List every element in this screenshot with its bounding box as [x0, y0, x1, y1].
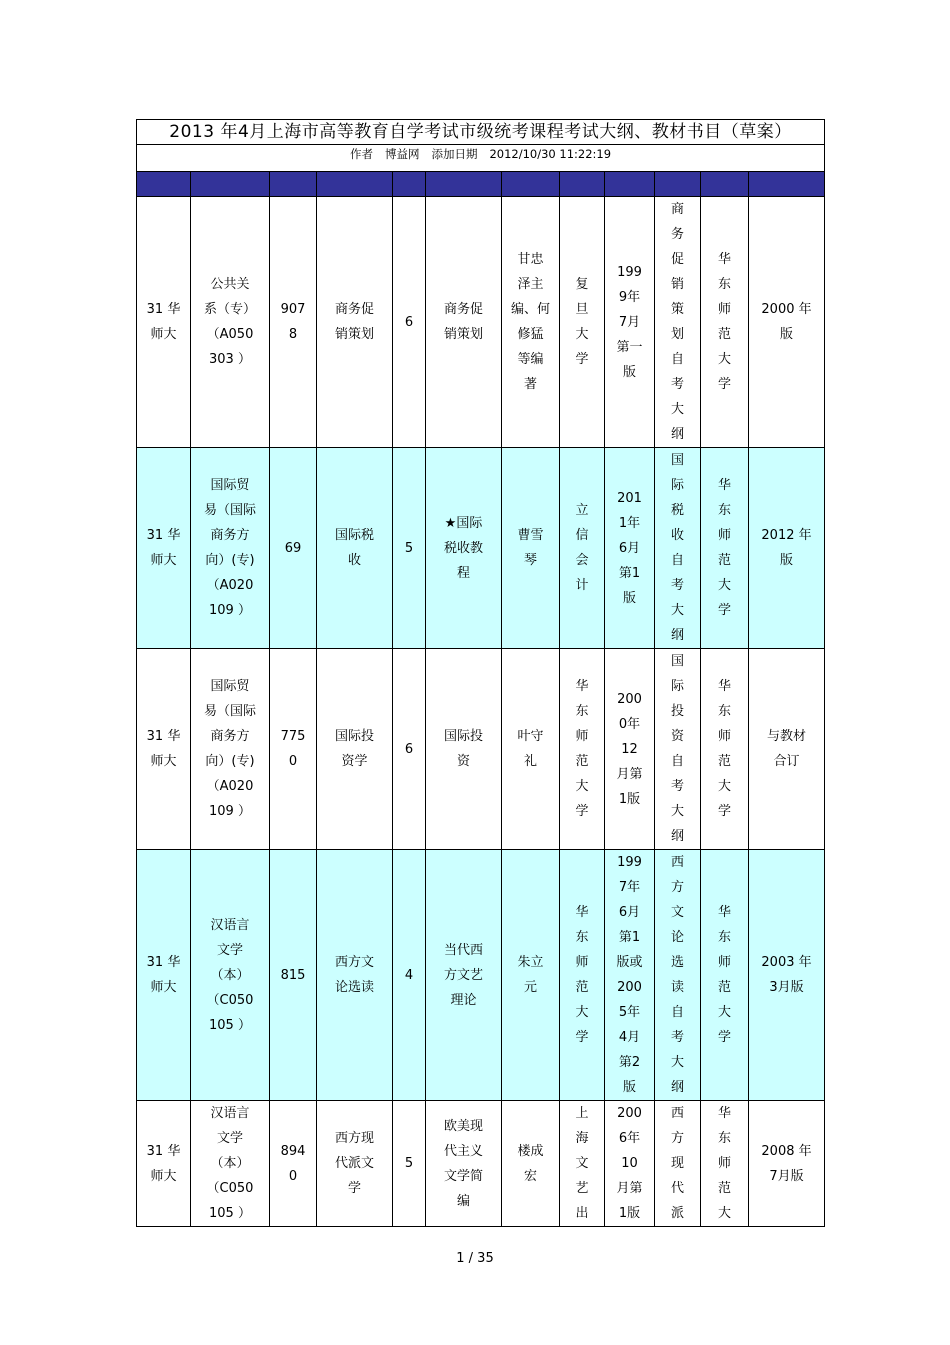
- author-label: 作者: [349, 147, 373, 161]
- table-row: [137, 197, 825, 448]
- course-name-cell: 西方文 论选读: [317, 850, 393, 1101]
- course-code-cell: 907 8: [270, 197, 317, 448]
- page-title: 2013 年4月上海市高等教育自学考试市级统考课程考试大纲、教材书目（草案）: [137, 120, 825, 145]
- credits-cell: 6: [393, 197, 426, 448]
- header-cell: [749, 172, 825, 197]
- major-cell: 公共关 系（专） （A050 303 ）: [191, 197, 270, 448]
- textbook-cell: 当代西 方文艺 理论: [426, 850, 502, 1101]
- course-name-cell: 国际税 收: [317, 448, 393, 649]
- edition-cell: 199 9年 7月 第一 版: [605, 197, 655, 448]
- publisher-cell: 复 旦 大 学: [560, 197, 605, 448]
- institution-cell: 31 华 师大: [137, 1101, 191, 1227]
- course-code-cell: 69: [270, 448, 317, 649]
- header-cell: [605, 172, 655, 197]
- institution-cell: 31 华 师大: [137, 448, 191, 649]
- author-cell: 曹雪 琴: [502, 448, 560, 649]
- publisher-cell: 上 海 文 艺 出: [560, 1101, 605, 1227]
- author-cell: 朱立 元: [502, 850, 560, 1101]
- table-row: [137, 649, 825, 850]
- major-cell: 国际贸 易（国际 商务方 向）(专) （A020 109 ）: [191, 649, 270, 850]
- syllabus-edition-cell: 2008 年 7月版: [749, 1101, 825, 1227]
- syllabus-cell: 西 方 现 代 派: [655, 1101, 701, 1227]
- textbook-cell: 欧美现 代主义 文学简 编: [426, 1101, 502, 1227]
- header-row: [137, 172, 825, 197]
- syllabus-edition-cell: 2000 年 版: [749, 197, 825, 448]
- major-cell: 汉语言 文学 （本） （C050 105 ）: [191, 1101, 270, 1227]
- syllabus-publisher-cell: 华 东 师 范 大 学: [701, 197, 749, 448]
- course-name-cell: 国际投 资学: [317, 649, 393, 850]
- header-cell: [393, 172, 426, 197]
- major-cell: 汉语言 文学 （本） （C050 105 ）: [191, 850, 270, 1101]
- course-code-cell: 775 0: [270, 649, 317, 850]
- header-cell: [560, 172, 605, 197]
- meta-row: [137, 145, 825, 172]
- edition-cell: 200 6年 10 月第 1版: [605, 1101, 655, 1227]
- author-cell: 甘忠 泽主 编、何 修猛 等编 著: [502, 197, 560, 448]
- course-name-cell: 西方现 代派文 学: [317, 1101, 393, 1227]
- publisher-cell: 立 信 会 计: [560, 448, 605, 649]
- syllabus-cell: 西 方 文 论 选 读 自 考 大 纲: [655, 850, 701, 1101]
- publisher-cell: 华 东 师 范 大 学: [560, 850, 605, 1101]
- credits-cell: 6: [393, 649, 426, 850]
- title-row: [137, 120, 825, 145]
- syllabus-publisher-cell: 华 东 师 范 大 学: [701, 649, 749, 850]
- textbook-cell: 国际投 资: [426, 649, 502, 850]
- syllabus-cell: 国 际 税 收 自 考 大 纲: [655, 448, 701, 649]
- textbook-cell: ★国际 税收教 程: [426, 448, 502, 649]
- credits-cell: 4: [393, 850, 426, 1101]
- header-cell: [426, 172, 502, 197]
- header-cell: [655, 172, 701, 197]
- header-cell: [701, 172, 749, 197]
- syllabus-edition-cell: 与教材 合订: [749, 649, 825, 850]
- syllabus-edition-cell: 2012 年 版: [749, 448, 825, 649]
- header-cell: [502, 172, 560, 197]
- syllabus-cell: 国 际 投 资 自 考 大 纲: [655, 649, 701, 850]
- syllabus-publisher-cell: 华 东 师 范 大 学: [701, 448, 749, 649]
- syllabus-edition-cell: 2003 年 3月版: [749, 850, 825, 1101]
- syllabus-publisher-cell: 华 东 师 范 大: [701, 1101, 749, 1227]
- edition-cell: 200 0年 12 月第 1版: [605, 649, 655, 850]
- date-value: 2012/10/30 11:22:19: [489, 147, 612, 161]
- edition-cell: 201 1年 6月 第1 版: [605, 448, 655, 649]
- curriculum-table: [136, 119, 825, 1227]
- credits-cell: 5: [393, 1101, 426, 1227]
- header-cell: [270, 172, 317, 197]
- author-cell: 楼成 宏: [502, 1101, 560, 1227]
- meta-info: [137, 145, 825, 172]
- institution-cell: 31 华 师大: [137, 850, 191, 1101]
- credits-cell: 5: [393, 448, 426, 649]
- date-label: 添加日期: [431, 147, 478, 161]
- course-name-cell: 商务促 销策划: [317, 197, 393, 448]
- major-cell: 国际贸 易（国际 商务方 向）(专) （A020 109 ）: [191, 448, 270, 649]
- table-row: [137, 1101, 825, 1227]
- publisher-cell: 华 东 师 范 大 学: [560, 649, 605, 850]
- header-cell: [191, 172, 270, 197]
- page-number: 1 / 35: [456, 1251, 494, 1266]
- course-code-cell: 894 0: [270, 1101, 317, 1227]
- table-row: [137, 850, 825, 1101]
- edition-cell: 199 7年 6月 第1 版或 200 5年 4月 第2 版: [605, 850, 655, 1101]
- author-cell: 叶守 礼: [502, 649, 560, 850]
- textbook-cell: 商务促 销策划: [426, 197, 502, 448]
- syllabus-cell: 商 务 促 销 策 划 自 考 大 纲: [655, 197, 701, 448]
- syllabus-publisher-cell: 华 东 师 范 大 学: [701, 850, 749, 1101]
- author-name: 博益网: [384, 147, 420, 161]
- course-code-cell: 815: [270, 850, 317, 1101]
- header-cell: [137, 172, 191, 197]
- institution-cell: 31 华 师大: [137, 649, 191, 850]
- table-row: [137, 448, 825, 649]
- header-cell: [317, 172, 393, 197]
- institution-cell: 31 华 师大: [137, 197, 191, 448]
